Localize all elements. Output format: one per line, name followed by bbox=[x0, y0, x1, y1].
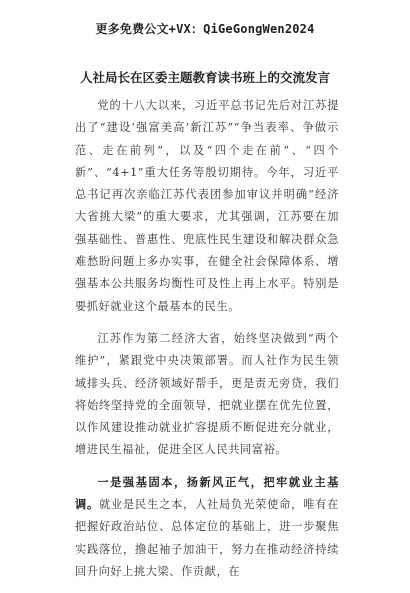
paragraph-1-text: 党的十八大以来，习近平总书记先后对江苏提出了“建设‘强富美高’新江苏”“争当表率、争做示范、走在前列”，以及“四个走在前”、“四个新”、“4+1”重大任务等殷切期待。今年，习近平总书记再次亲临江苏代表团参加审议并明确“经济大省挑大梁”的重大要求，尤其强调，江苏要在加强基础性、普惠性、兜底性民生建设和解决群众急难愁盼问题上多办实事，在健全社会保障体系、增强基本公共服务均衡性可及性上再上水平。特别是要抓好就业这个最基本的民生。 bbox=[75, 99, 339, 313]
paragraph-2 bbox=[75, 328, 339, 462]
document-body bbox=[75, 95, 339, 593]
paragraph-2-text: 江苏作为第二经济大省，始终坚决做到“两个维护”，紧跟党中央决策部署。而人社作为民生领域排头兵、经济领域好帮手，更是责无旁贷，我们将始终坚持党的全面领导，把就业摆在优先位置，以作风建设推动就业扩容提质不断促进充分就业，增进民生福祉，促进全区人民共同富裕。 bbox=[75, 331, 339, 457]
document-title: 人社局长在区委主题教育读书班上的交流发言 bbox=[79, 70, 330, 85]
paragraph-1 bbox=[75, 95, 339, 318]
promo-banner: 更多免费公文+VX：QiGeGongWen2024 bbox=[95, 22, 315, 36]
paragraph-3-text: 就业是民生之本，人社局负光荣使命，唯有在把握好政治站位、总体定位的基础上，进一步聚焦实践落位，撸起袖子加油干，努力在推动经济持续回升向好上挑大梁、作贡献，在 bbox=[75, 498, 339, 578]
paragraph-3 bbox=[75, 472, 339, 583]
paragraph-3-heading: 一是强基固本，扬新风正气，把牢就业主基调。 bbox=[75, 475, 339, 512]
